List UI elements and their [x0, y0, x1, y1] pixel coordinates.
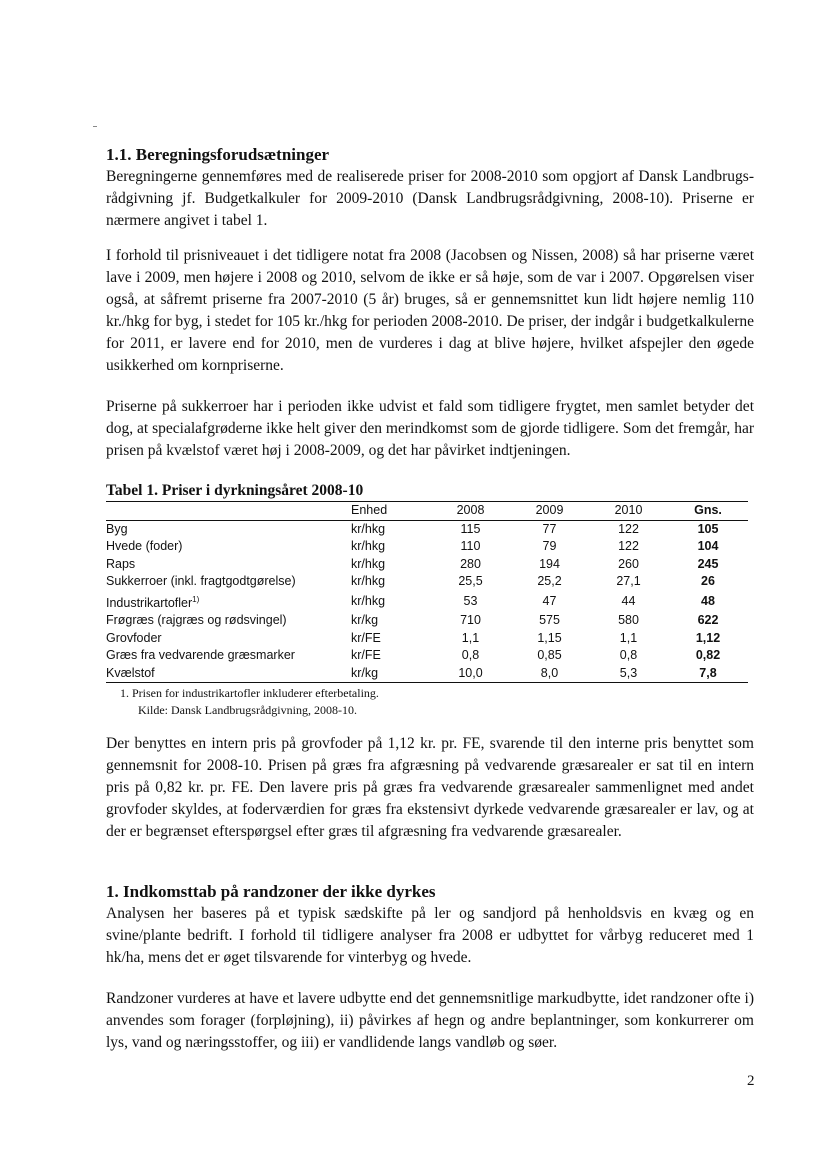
table-source: Kilde: Dansk Landbrugsrådgivning, 2008-10. — [138, 703, 357, 718]
cell-unit: kr/FE — [351, 648, 381, 663]
table-row — [106, 538, 748, 556]
table-row — [106, 612, 748, 630]
cell-2010: 580 — [618, 613, 639, 628]
price-table — [106, 501, 748, 683]
cell-unit: kr/hkg — [351, 556, 386, 571]
header-cell: 2010 — [589, 502, 668, 521]
cell-average: 622 — [697, 613, 719, 628]
cell-average: 48 — [701, 593, 715, 608]
cell-2010: 122 — [618, 521, 639, 536]
cell-crop: Hvede (foder) — [106, 539, 183, 553]
cell-crop: Græs fra vedvarende græsmarker — [106, 648, 295, 663]
section-indkomsttab — [106, 881, 754, 969]
cell-2008: 0,8 — [461, 648, 480, 663]
cell-2008: 110 — [460, 539, 481, 553]
cell-2009: 79 — [542, 539, 557, 553]
cell-2008: 10,0 — [431, 665, 510, 683]
cell-2009: 0,85 — [537, 648, 562, 663]
paragraph-3: Priserne på sukkerroer har i perioden ikke udvist et fald som tidligere frygtet, men samlet betyder det dog, at specialafgrøderne ikke helt giver den merindkomst som de gjorde tidligere. Som det fremgår, har prisen på kvælstof været høj i 2008-2009, og det har påvirket indtjeningen. — [106, 398, 754, 459]
cell-2010: 1,1 — [619, 630, 638, 645]
cell-2008: 115 — [460, 521, 481, 536]
cell-average: 0,82 — [695, 648, 721, 663]
header-cell — [106, 502, 351, 521]
footnote-marker: 1) — [192, 594, 200, 604]
cell-2009: 194 — [539, 556, 560, 571]
cell-2009: 25,2 — [537, 574, 562, 588]
cell-average: 105 — [697, 521, 719, 536]
section-heading: 1. Indkomsttab på randzoner der ikke dyrkes — [106, 882, 436, 901]
cell-unit: kr/FE — [351, 630, 381, 645]
cell-unit: kr/hkg — [351, 539, 386, 553]
cell-2010: 122 — [618, 539, 639, 553]
paragraph-1: Beregningerne gennemføres med de realiserede priser for 2008-2010 som opgjort af Dansk Landbrugs-rådgivning jf. Budgetkalkuler for 2009-2010 (Dansk Landbrugsrådgivning, 2008-10). Priserne er nærmere angivet i tabel 1. — [106, 168, 754, 229]
cell-2008: 280 — [460, 556, 481, 571]
cell-2010: 44 — [621, 593, 636, 608]
cell-crop: Kvælstof — [106, 665, 351, 683]
cell-crop — [106, 591, 351, 613]
table-title: Tabel 1. Priser i dyrkningsåret 2008-10 — [106, 482, 364, 499]
cell-average: 7,8 — [668, 665, 748, 683]
cell-2009: 575 — [539, 613, 560, 628]
header-cell: 2009 — [510, 502, 589, 521]
cell-2009: 77 — [542, 521, 557, 536]
header-cell: Gns. — [668, 502, 748, 521]
cell-average: 26 — [701, 574, 715, 588]
table-row — [106, 665, 748, 683]
cell-average: 1,12 — [695, 630, 721, 645]
paragraph-6-block — [106, 988, 754, 1054]
cell-2010: 5,3 — [589, 665, 668, 683]
scan-mark — [93, 126, 97, 127]
cell-crop: Raps — [106, 556, 136, 571]
cell-2010: 260 — [618, 556, 639, 571]
table-footnote: 1. Prisen for industrikartofler inkluderer efterbetaling. — [120, 686, 379, 701]
table-row — [106, 556, 748, 574]
cell-crop: Grovfoder — [106, 630, 162, 645]
paragraph-2: I forhold til prisniveauet i det tidligere notat fra 2008 (Jacobsen og Nissen, 2008) så har priserne været lave i 2009, men højere i 2008 og 2010, selvom de ikke er så høje, som de var i 2007. Opgørelsen viser også, at såfremt priserne fra 2007-2010 (5 år) bruges, så er gennemsnittet kun lidt højere nemlig 110 kr./hkg for byg, i stedet for 105 kr./hkg for perioden 2008-2010. De priser, der indgår i budgetkalkulerne for 2011, er lavere end for 2010, men de vurderes i dag at blive højere, hvilket afspejler den øgede usikkerhed om kornpriserne. — [106, 247, 754, 374]
cell-2008: 25,5 — [458, 574, 483, 588]
cell-crop: Frøgræs (rajgræs og rødsvingel) — [106, 613, 287, 628]
header-cell: Enhed — [351, 502, 431, 521]
cell-unit: kr/kg — [351, 665, 431, 683]
cell-2008: 1,1 — [461, 630, 480, 645]
cell-2009: 8,0 — [510, 665, 589, 683]
cell-crop: Sukkerroer (inkl. fragtgodtgørelse) — [106, 574, 296, 588]
table-notes — [106, 685, 754, 719]
cell-2010: 0,8 — [619, 648, 638, 663]
paragraph-4-block — [106, 733, 754, 843]
table-row — [106, 630, 748, 648]
table-row — [106, 520, 748, 538]
section-heading: 1.1. Beregningsforudsætninger — [106, 145, 330, 164]
paragraph-6: Randzoner vurderes at have et lavere udbytte end det gennemsnitlige markudbytte, idet randzoner ofte i) anvendes som forager (forpløjning), ii) påvirkes af hegn og andre beplantninger, som konkurrerer om lys, vand og næringsstoffer, og iii) er vandlidende langs vandløb og søer. — [106, 990, 754, 1051]
cell-2008: 53 — [463, 593, 478, 608]
paragraph-4: Der benyttes en intern pris på grovfoder på 1,12 kr. pr. FE, svarende til den interne pris benyttet som gennemsnit for 2008-10. Prisen på græs fra afgræsning på vedvarende græsarealer er sat til en intern pris på 0,82 kr. pr. FE. Den lavere pris på græs fra vedvarende græsarealer sammenlignet med andet grovfoder skyldes, at foderværdien for græs fra ekstensivt dyrkede vedvarende græsarealer er lav, og at der er begrænset efterspørgsel efter græs til afgræsning fra vedvarende græsarealer. — [106, 735, 754, 840]
header-cell: 2008 — [431, 502, 510, 521]
section-beregningsforudsaetninger — [106, 144, 754, 232]
cell-unit: kr/hkg — [351, 574, 386, 588]
cell-crop-label: Industrikartofler — [106, 595, 193, 610]
paragraph-3-block — [106, 396, 754, 462]
cell-crop: Byg — [106, 521, 128, 536]
cell-unit: kr/hkg — [351, 521, 386, 536]
cell-2010: 27,1 — [616, 574, 641, 588]
page-number: 2 — [747, 1073, 755, 1089]
cell-unit: kr/hkg — [351, 593, 386, 608]
cell-average: 104 — [697, 539, 719, 553]
table-row — [106, 647, 748, 665]
paragraph-2-block — [106, 245, 754, 377]
cell-2008: 710 — [460, 613, 481, 628]
cell-unit: kr/kg — [351, 613, 379, 628]
table-row — [106, 573, 748, 591]
cell-2009: 1,15 — [537, 630, 562, 645]
paragraph-5: Analysen her baseres på et typisk sædskifte på ler og sandjord på henholdsvis en kvæg og en svine/plante bedrift. I forhold til tidligere analyser fra 2008 er udbyttet for vårbyg reduceret med 1 hk/ha, mens det er øget tilsvarende for vinterbyg og hvede. — [106, 905, 754, 966]
cell-2009: 47 — [542, 593, 557, 608]
table-row — [106, 591, 748, 613]
price-table-block — [106, 481, 754, 719]
table-header-row — [106, 502, 748, 521]
cell-average: 245 — [697, 556, 719, 571]
